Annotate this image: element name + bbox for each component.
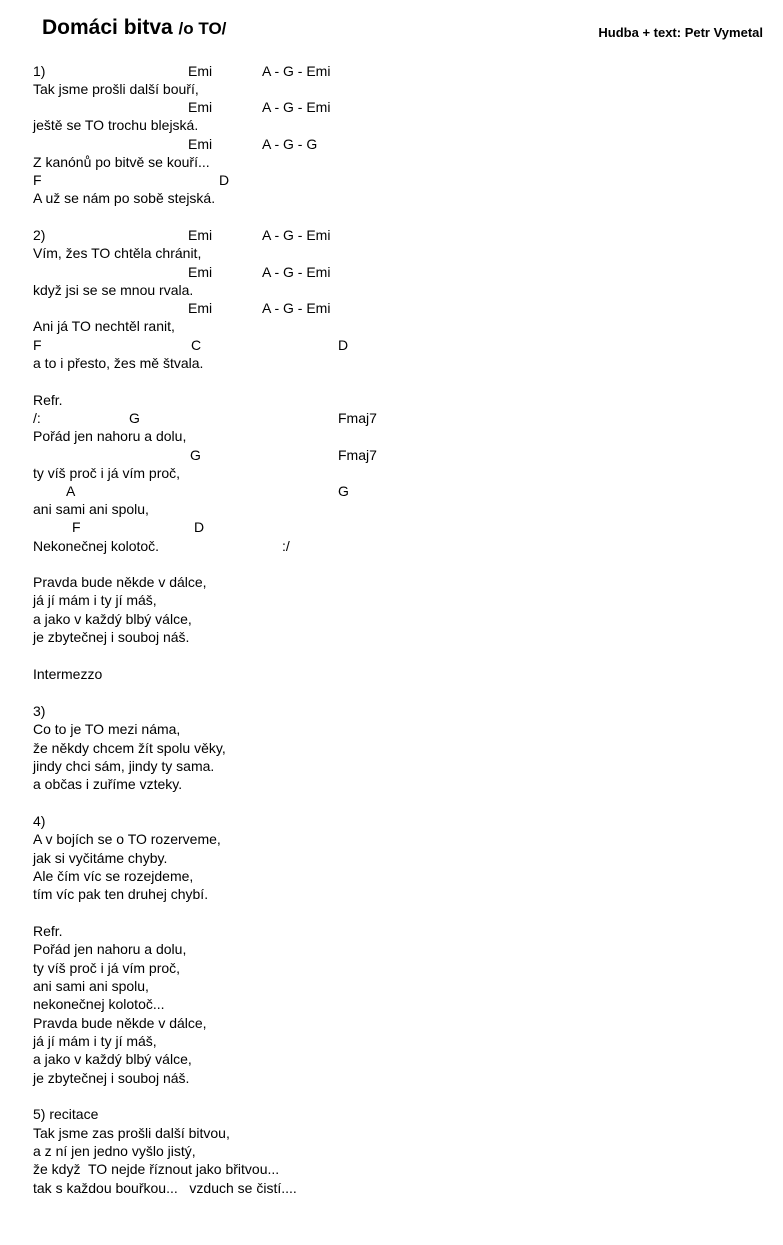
lyric-line: jindy chci sám, jindy ty sama. [33,758,215,774]
lyric-line: a to i přesto, žes mě štvala. [33,355,204,371]
verse-4-label: 4) [33,813,46,829]
chord: A - G - Emi [262,227,331,243]
repeat-mark: /: [33,410,41,426]
title-suffix: /o TO/ [178,19,227,38]
lyric-line: Co to je TO mezi náma, [33,721,181,737]
lyric-line: Tak jsme prošli další bouří, [33,81,199,97]
chord: D [338,337,349,353]
lyric-line: ani sami ani spolu, [33,501,149,517]
lyric-line: ani sami ani spolu, [33,978,149,994]
lyric-line: je zbytečnej i souboj náš. [33,629,190,645]
lyric-line: Vím, žes TO chtěla chránit, [33,245,202,261]
lyric-line: a z ní jen jedno vyšlo jistý, [33,1143,196,1159]
verse-3-label: 3) [33,703,46,719]
chord: A - G - Emi [262,99,331,115]
lyric-line: ty víš proč i já vím proč, [33,465,181,481]
verse-2-label: 2) [33,227,46,243]
lyric-line: jak si vyčitáme chyby. [33,850,168,866]
lyric-line: Ale čím víc se rozejdeme, [33,868,194,884]
chord: F [72,519,81,535]
chord: Emi [188,63,213,79]
chord: Fmaj7 [338,447,377,463]
chord: A [66,483,76,499]
lyric-line: tak s každou bouřkou... vzduch se čistí.... [33,1180,297,1196]
lyric-line: Ani já TO nechtěl ranit, [33,318,175,334]
lyric-line: Tak jsme zas prošli další bitvou, [33,1125,230,1141]
lyric-line: nekonečnej kolotoč... [33,996,165,1012]
song-title [42,16,226,40]
lyric-line: Pravda bude někde v dálce, [33,574,207,590]
lyric-line: Pořád jen nahoru a dolu, [33,428,187,444]
lyric-line: A už se nám po sobě stejská. [33,190,216,206]
chord: Emi [188,300,213,316]
chord: D [194,519,205,535]
verse-1-label: 1) [33,63,46,79]
intermezzo-label: Intermezzo [33,666,103,682]
lyric-line: je zbytečnej i souboj náš. [33,1070,190,1086]
lyric-line: a jako v každý blbý válce, [33,1051,192,1067]
chord: G [190,447,201,463]
lyric-line: já jí mám i ty jí máš, [33,1033,157,1049]
chord: A - G - Emi [262,264,331,280]
chord: Emi [188,264,213,280]
lyric-line: Pořád jen nahoru a dolu, [33,941,187,957]
lyric-line: Pravda bude někde v dálce, [33,1015,207,1031]
chord: Fmaj7 [338,410,377,426]
chord: Emi [188,99,213,115]
lyric-line: když jsi se se mnou rvala. [33,282,194,298]
lyric-line: ještě se TO trochu blejská. [33,117,199,133]
chord: A - G - Emi [262,300,331,316]
lyric-line: Z kanónů po bitvě se kouří... [33,154,210,170]
lyric-line: ty víš proč i já vím proč, [33,960,181,976]
refrain-label: Refr. [33,923,63,939]
lyric-line: Nekonečnej kolotoč. [33,538,160,554]
lyric-line: a jako v každý blbý válce, [33,611,192,627]
chord: G [129,410,140,426]
song-author: Hudba + text: Petr Vymetal [598,25,763,40]
lyric-line: já jí mám i ty jí máš, [33,592,157,608]
title-main: Domáci bitva [42,16,179,39]
repeat-mark: :/ [282,538,290,554]
chord: F [33,172,42,188]
lyric-line: že když TO nejde říznout jako břitvou... [33,1161,280,1177]
chord: D [219,172,230,188]
chord: Emi [188,227,213,243]
chord: Emi [188,136,213,152]
lyric-line: a občas i zuříme vzteky. [33,776,183,792]
lyric-line: že někdy chcem žít spolu věky, [33,740,226,756]
chord: F [33,337,42,353]
lyric-line: tím víc pak ten druhej chybí. [33,886,209,902]
chord: A - G - G [262,136,318,152]
refrain-label: Refr. [33,392,63,408]
lyric-line: A v bojích se o TO rozerveme, [33,831,221,847]
chord: A - G - Emi [262,63,331,79]
chord: G [338,483,349,499]
chord: C [191,337,202,353]
verse-5-label: 5) recitace [33,1106,99,1122]
